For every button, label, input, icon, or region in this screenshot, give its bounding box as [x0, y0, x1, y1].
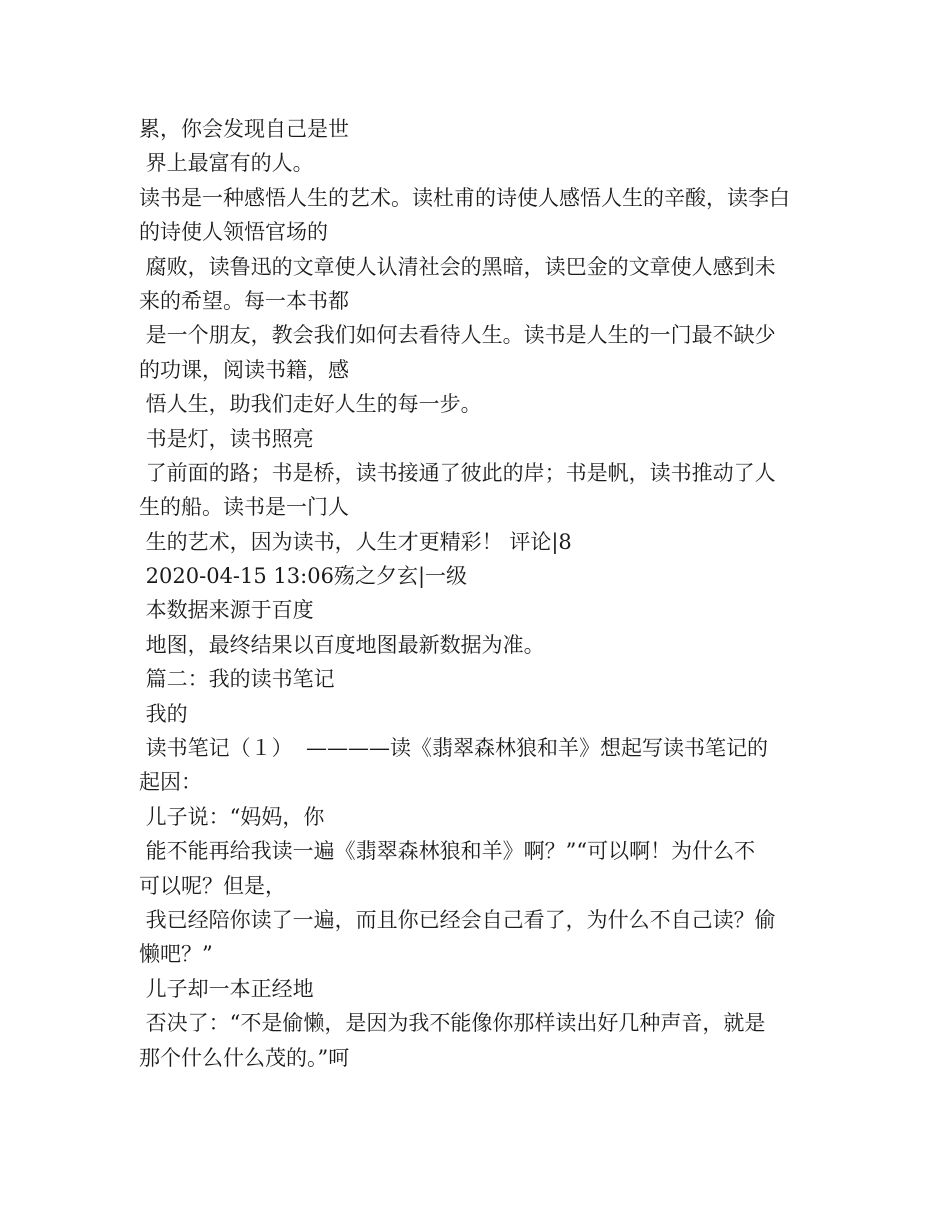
text-line: 腐败，读鲁迅的文章使人认清社会的黑暗，读巴金的文章使人感到未	[139, 254, 776, 279]
text-line: 读书是一种感悟人生的艺术。读杜甫的诗使人感悟人生的辛酸，读李白	[139, 185, 790, 210]
text-line: 界上最富有的人。	[139, 151, 314, 176]
text-line: 读书笔记（１） ————读《翡翠森林狼和羊》想起写读书笔记的	[139, 736, 769, 761]
text-line: 可以呢？但是，	[139, 873, 286, 898]
text-line: 儿子却一本正经地	[139, 976, 314, 1001]
text-line: 那个什么什么茂的。”呵	[139, 1045, 350, 1070]
text-line: 来的希望。每一本书都	[139, 288, 349, 313]
document-body	[139, 112, 819, 1075]
text-line: 2020-04-15 13:06殇之夕玄|一级	[139, 564, 468, 589]
text-line: 生的艺术，因为读书，人生才更精彩！ 评论|8	[139, 529, 572, 554]
text-line: 悟人生，助我们走好人生的每一步。	[139, 392, 482, 417]
text-line: 能不能再给我读一遍《翡翠森林狼和羊》啊？”“可以啊！为什么不	[139, 839, 756, 864]
text-line: 起因：	[139, 770, 202, 795]
text-line: 我已经陪你读了一遍，而且你已经会自己看了，为什么不自己读？偷	[139, 907, 776, 932]
text-line: 儿子说：“妈妈，你	[139, 804, 325, 829]
text-line: 了前面的路；书是桥，读书接通了彼此的岸；书是帆，读书推动了人	[139, 460, 776, 485]
text-line: 本数据来源于百度	[139, 598, 314, 623]
text-line: 书是灯，读书照亮	[139, 426, 314, 451]
text-line: 的功课，阅读书籍，感	[139, 357, 349, 382]
section-heading: 篇二：我的读书笔记	[139, 667, 335, 692]
text-line: 否决了：“不是偷懒，是因为我不能像你那样读出好几种声音，就是	[139, 1011, 766, 1036]
text-line: 累，你会发现自己是世	[139, 117, 349, 141]
text-line: 懒吧？”	[139, 942, 213, 967]
text-line: 是一个朋友，教会我们如何去看待人生。读书是人生的一门最不缺少	[139, 323, 776, 348]
text-line: 生的船。读书是一门人	[139, 495, 349, 520]
text-line: 的诗使人领悟官场的	[139, 220, 328, 245]
text-line: 地图，最终结果以百度地图最新数据为准。	[139, 632, 545, 657]
text-line: 我的	[139, 701, 188, 726]
